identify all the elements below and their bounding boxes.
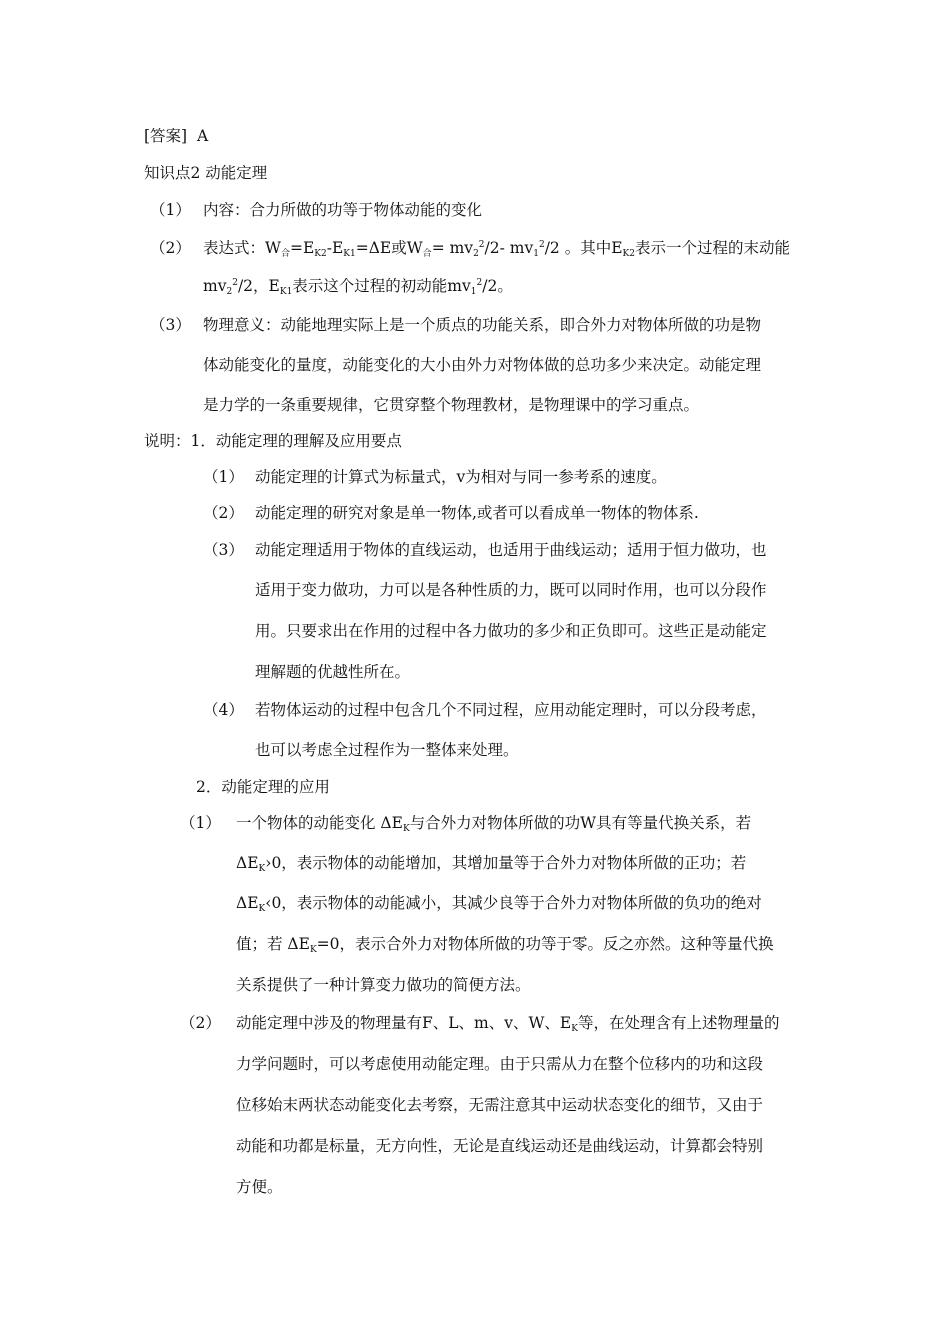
application-heading: 2．动能定理的应用 [196, 778, 330, 796]
application-item-2-line-3: 位移始末两状态动能变化去考察，无需注意其中运动状态变化的细节，又由于 [236, 1096, 764, 1114]
kp-item-3-line-2: 体动能变化的量度，动能变化的大小由外力对物体做的总功多少来决定。动能定理 [203, 356, 762, 374]
application-item-2-number: （2） [180, 1014, 221, 1032]
note-item-4-line-2: 也可以考虑全过程作为一整体来处理。 [255, 741, 519, 759]
kp-item-3-line-1: 物理意义：动能地理实际上是一个质点的功能关系，即合外力对物体所做的功是物 [203, 316, 762, 334]
application-item-2-line-2: 力学问题时，可以考虑使用动能定理。由于只需从力在整个位移内的功和这段 [236, 1055, 764, 1073]
note-item-3-line-1: 动能定理适用于物体的直线运动，也适用于曲线运动；适用于恒力做功，也 [255, 541, 767, 559]
note-item-3-number: （3） [203, 541, 244, 559]
kp-item-2-number: （2） [150, 239, 191, 257]
application-item-1-line-3: $\Delta E_K‹0$，表示物体的动能减小，其减少良等于合外力对物体所做的负功的绝对 [236, 894, 762, 914]
application-item-2-line-1: 动能定理中涉及的物理量有F、L、m、v、W、$E_K$等，在处理含有上述物理量的 [236, 1014, 780, 1034]
note-item-2-text: 动能定理的研究对象是单一物体,或者可以看成单一物体的物体系. [255, 504, 699, 522]
note-heading: 说明：1．动能定理的理解及应用要点 [144, 432, 402, 450]
note-item-2-number: （2） [203, 504, 244, 522]
application-item-1-number: （1） [180, 814, 221, 832]
application-item-2-line-4: 动能和功都是标量，无方向性，无论是直线运动还是曲线运动，计算都会特别 [236, 1137, 764, 1155]
note-item-3-line-2: 适用于变力做功，力可以是各种性质的力，既可以同时作用，也可以分段作 [255, 581, 767, 599]
application-item-1-line-1: 一个物体的动能变化 $\Delta E_K$与合外力对物体所做的功W具有等量代换关系，若 [236, 814, 752, 834]
application-item-1-line-4: 值；若 $\Delta E_K=0$，表示合外力对物体所做的功等于零。反之亦然。这种等量代换 [236, 935, 774, 955]
note-item-1-number: （1） [203, 468, 244, 486]
answer-value: A [196, 127, 209, 145]
kp-item-3-number: （3） [150, 316, 191, 334]
kp-item-2-formula-line-1: 表达式：$W_合=E_{K2}-E_{K1}=\Delta E$或$W_合= mv_2^2/2-$ $mv_1^2/2$ 。其中$E_{K2}$表示一个过程的末动能 [203, 239, 790, 259]
application-item-1-line-2: $\Delta E_K›0$，表示物体的动能增加，其增加量等于合外力对物体所做的正功；若 [236, 854, 747, 874]
kp-item-2-formula-line-2: $mv_2^2/2$，$E_{K1}$表示这个过程的初动能$mv_1^2/2$。 [203, 277, 513, 297]
note-item-4-line-1: 若物体运动的过程中包含几个不同过程，应用动能定理时，可以分段考虑， [255, 701, 767, 719]
knowledge-point-heading: 知识点2 动能定理 [144, 164, 268, 182]
note-item-3-line-4: 理解题的优越性所在。 [255, 663, 411, 681]
kp-item-1-number: （1） [150, 201, 191, 219]
application-item-2-line-5: 方便。 [236, 1178, 283, 1196]
kp-item-1-text: 内容：合力所做的功等于物体动能的变化 [203, 201, 483, 219]
answer-line [144, 126, 208, 146]
note-item-4-number: （4） [203, 701, 244, 719]
application-item-1-line-5: 关系提供了一种计算变力做功的简便方法。 [236, 976, 531, 994]
note-item-3-line-3: 用。只要求出在作用的过程中各力做功的多少和正负即可。这些正是动能定 [255, 622, 767, 640]
answer-label: [答案] [144, 127, 188, 145]
note-item-1-text: 动能定理的计算式为标量式，v为相对与同一参考系的速度。 [255, 468, 667, 486]
kp-item-3-line-3: 是力学的一条重要规律，它贯穿整个物理教材，是物理课中的学习重点。 [203, 396, 700, 414]
